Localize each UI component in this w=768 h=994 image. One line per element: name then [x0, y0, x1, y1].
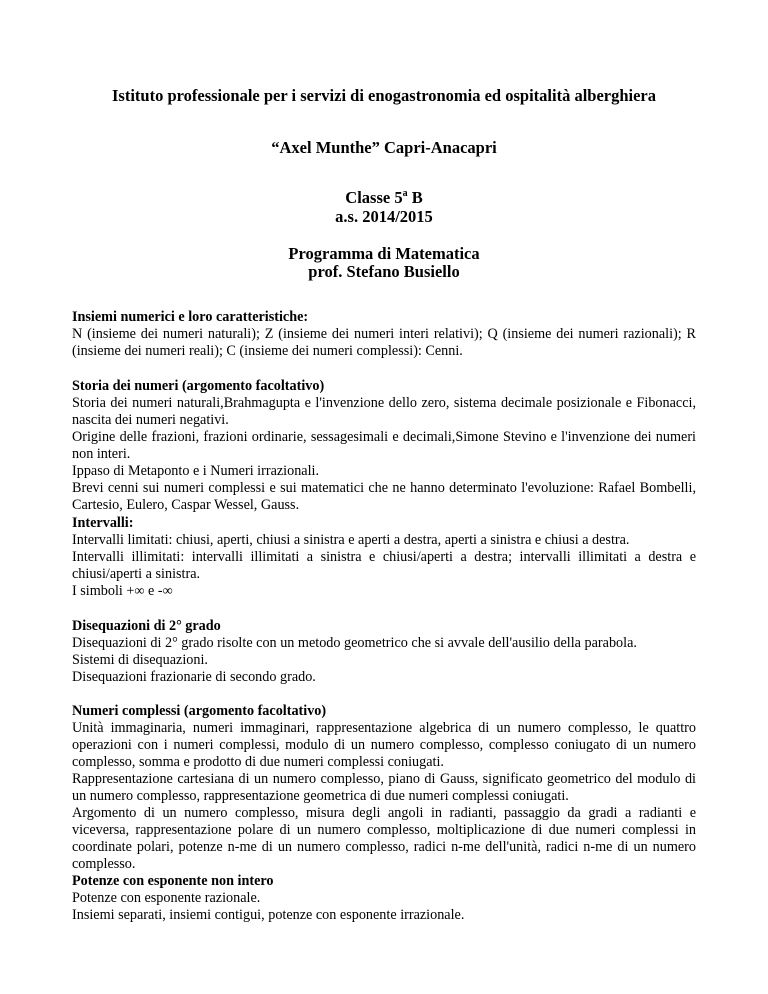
- section-paragraph: Intervalli limitati: chiusi, aperti, chiusi a sinistra e aperti a destra, aperti a sinistra e chiusi a destra.: [72, 532, 630, 548]
- section-title: Disequazioni di 2° grado: [72, 618, 221, 634]
- section-paragraph: I simboli +∞ e -∞: [72, 583, 173, 599]
- section-title: Storia dei numeri (argomento facoltativo): [72, 378, 325, 394]
- section-paragraph: Origine delle frazioni, frazioni ordinarie, sessagesimali e decimali,Simone Stevino e l'invenzione dei numeri non interi.: [72, 429, 696, 462]
- section-insiemi-numerici: [72, 309, 696, 360]
- section-paragraph: Ippaso di Metaponto e i Numeri irrazionali.: [72, 463, 320, 479]
- section-title: Numeri complessi (argomento facoltativo): [72, 703, 327, 719]
- institute-heading: Istituto professionale per i servizi di enogastronomia ed ospitalità alberghiera: [111, 86, 657, 105]
- section-paragraph: Sistemi di disequazioni.: [72, 652, 208, 668]
- section-title: Potenze con esponente non intero: [72, 873, 274, 889]
- class-label: [72, 188, 696, 208]
- section-paragraph: Argomento di un numero complesso, misura degli angoli in radianti, passaggio da gradi a radianti e viceversa, rappresentazione polare di un numero complesso, moltiplicazione di due numeri complessi in coordinate polari, potenze n-me di un numero complesso, radici n-me dell'unità, radici n-me di un numero complesso.: [72, 805, 696, 872]
- section-paragraph: N (insieme dei numeri naturali); Z (insieme dei numeri interi relativi); Q (insieme dei numeri razionali); R (insieme dei numeri reali); C (insieme dei numeri complessi): Cenni.: [72, 326, 696, 359]
- section-paragraph: Disequazioni di 2° grado risolte con un metodo geometrico che si avvale dell'ausilio della parabola.: [72, 635, 637, 651]
- section-paragraph: Disequazioni frazionarie di secondo grado.: [72, 669, 316, 685]
- section-paragraph: Potenze con esponente razionale.: [72, 890, 261, 906]
- section-numeri-complessi: [72, 703, 696, 873]
- section-storia-numeri: [72, 378, 696, 514]
- section-potenze: [72, 873, 696, 924]
- section-paragraph: Rappresentazione cartesiana di un numero complesso, piano di Gauss, significato geometrico del modulo di un numero complesso, rappresentazione geometrica di due numeri complessi coniugati.: [72, 771, 696, 804]
- class-prefix: Classe 5: [345, 188, 403, 207]
- school-name: “Axel Munthe” Capri-Anacapri: [271, 138, 497, 157]
- document-page: [72, 0, 696, 994]
- section-disequazioni: [72, 618, 696, 686]
- section-title: Intervalli:: [72, 515, 134, 531]
- school-year: a.s. 2014/2015: [335, 207, 433, 226]
- class-superscript: a: [402, 188, 408, 199]
- section-paragraph: Brevi cenni sui numeri complessi e sui matematici che ne hanno determinato l'evoluzione: Rafael Bombelli, Cartesio, Eulero, Caspar Wessel, Gauss.: [72, 480, 696, 513]
- section-paragraph: Insiemi separati, insiemi contigui, potenze con esponente irrazionale.: [72, 907, 465, 923]
- section-paragraph: Storia dei numeri naturali,Brahmagupta e l'invenzione dello zero, sistema decimale posizionale e Fibonacci, nascita dei numeri negativi.: [72, 395, 696, 428]
- class-suffix: B: [407, 188, 423, 207]
- teacher-name: prof. Stefano Busiello: [308, 262, 460, 281]
- section-title: Insiemi numerici e loro caratteristiche:: [72, 309, 309, 325]
- section-paragraph: Intervalli illimitati: intervalli illimitati a sinistra e chiusi/aperti a destra; intervalli illimitati a destra e chiusi/aperti a sinistra.: [72, 549, 696, 582]
- program-title: Programma di Matematica: [288, 244, 480, 263]
- section-intervalli: [72, 515, 696, 600]
- section-paragraph: Unità immaginaria, numeri immaginari, rappresentazione algebrica di un numero complesso, le quattro operazioni con i numeri complessi, modulo di un numero complesso, complesso coniugato di un numero complesso, somma e prodotto di due numeri complessi coniugati.: [72, 720, 696, 770]
